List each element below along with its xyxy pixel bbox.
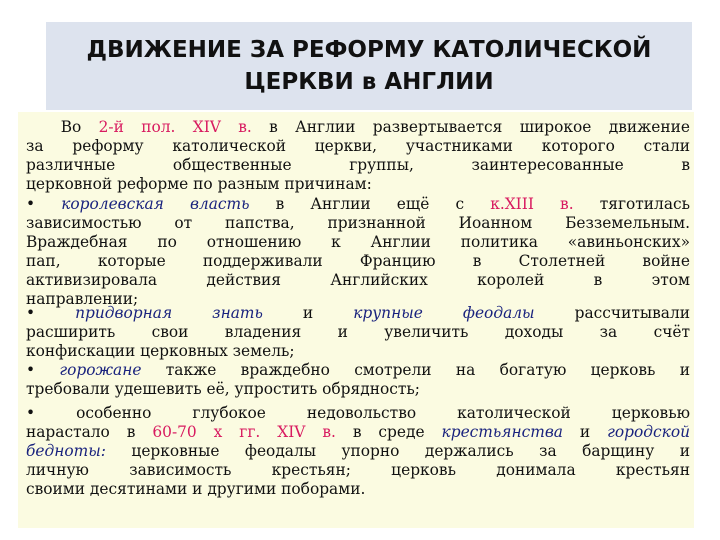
paragraph-royal-power	[26, 195, 690, 309]
text-line: Враждебная по отношению к Англии политика «авиньонских»	[26, 233, 690, 251]
text-line: зависимостью от папства, признанной Иоанном Безземельным.	[26, 214, 690, 232]
text-line: • королевская власть в Англии ещё с к.XIII в. тяготилась	[26, 195, 690, 213]
text-line: направлении;	[26, 290, 139, 308]
paragraph-peasants	[26, 404, 690, 499]
text-line: своими десятинами и другими поборами.	[26, 480, 366, 498]
paragraph-intro	[26, 118, 690, 194]
text-line: активизировала действия Английских королей в этом	[26, 271, 690, 289]
text-line: пап, которые поддерживали Францию в Столетней войне	[26, 252, 690, 270]
slide-title	[46, 22, 692, 110]
text-line: нарастало в 60-70 х гг. XIV в. в среде крестьянства и городской	[26, 423, 690, 441]
text-line: личную зависимость крестьян; церковь донимала крестьян	[26, 461, 690, 479]
text-line: требовали удешевить её, упростить обрядность;	[26, 380, 420, 398]
text-line: • горожане также враждебно смотрели на богатую церковь и	[26, 361, 690, 379]
text-line: расширить свои владения и увеличить доходы за счёт	[26, 323, 690, 341]
text-line: Во 2-й пол. XIV в. в Англии развертывается широкое движение	[60, 118, 691, 136]
text-line: • особенно глубокое недовольство католической церковью	[26, 404, 690, 422]
paragraph-townspeople	[26, 361, 690, 399]
text-line: конфискации церковных земель;	[26, 342, 295, 360]
text-line: за реформу католической церкви, участниками которого стали	[26, 137, 690, 155]
title-line-1: ДВИЖЕНИЕ ЗА РЕФОРМУ КАТОЛИЧЕСКОЙ	[86, 37, 652, 63]
text-line: бедноты: церковные феодалы упорно держались за барщину и	[26, 442, 690, 460]
text-line: различные общественные группы, заинтересованные в	[26, 156, 690, 174]
text-line: церковной реформе по разным причинам:	[26, 175, 372, 193]
paragraph-nobility	[26, 304, 690, 361]
text-line: • придворная знать и крупные феодалы рассчитывали	[26, 304, 690, 322]
title-line-2: ЦЕРКВИ в АНГЛИИ	[244, 69, 494, 95]
